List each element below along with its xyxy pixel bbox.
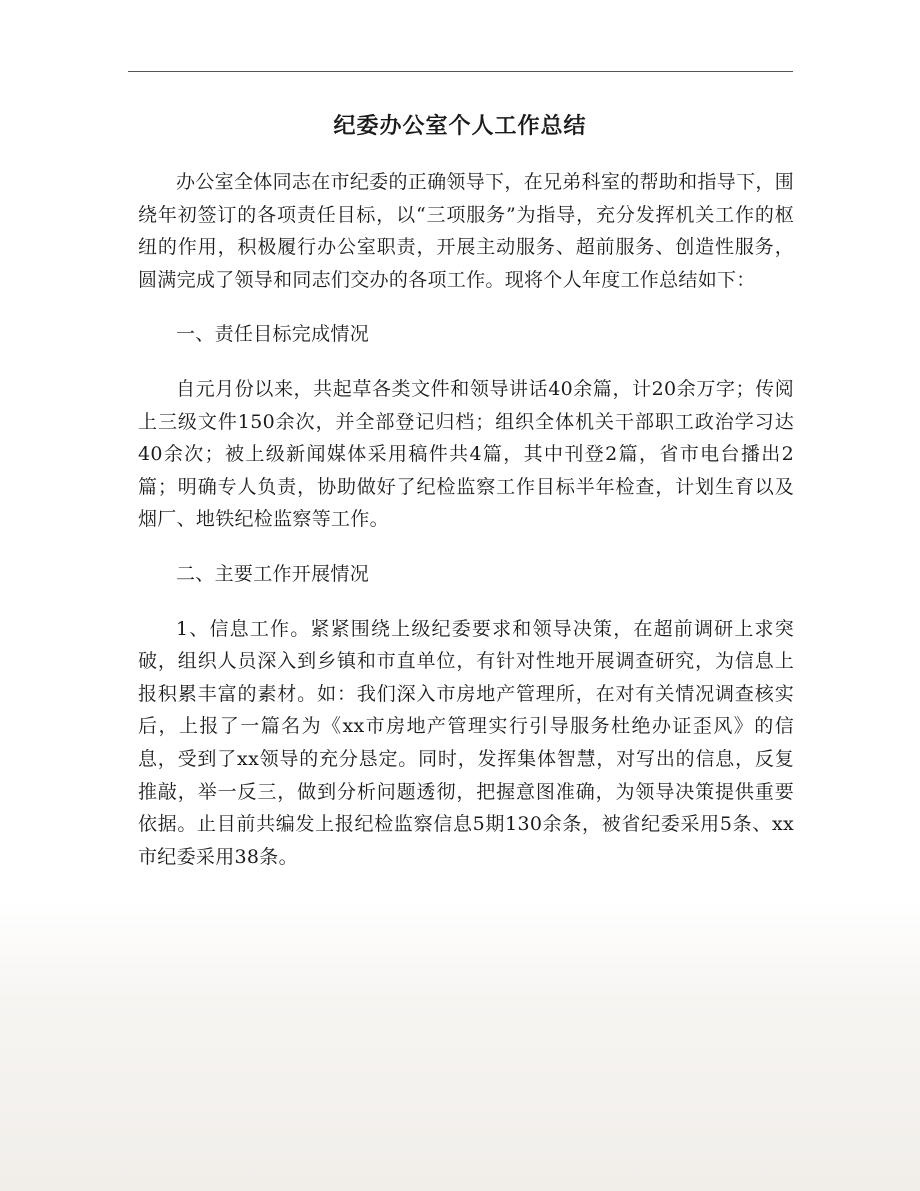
- intro-paragraph: 办公室全体同志在市纪委的正确领导下，在兄弟科室的帮助和指导下，围绕年初签订的各项责任目标，以“三项服务”为指导，充分发挥机关工作的枢纽的作用，积极履行办公室职责，开展主动服务、超前服务、创造性服务，圆满完成了领导和同志们交办的各项工作。现将个人年度工作总结如下：: [138, 171, 794, 291]
- document-title: 纪委办公室个人工作总结: [333, 113, 587, 139]
- section-heading-1: 一、责任目标完成情况: [176, 323, 370, 346]
- header-rule: [128, 71, 793, 72]
- item-1-paragraph: 1、信息工作。紧紧围绕上级纪委要求和领导决策，在超前调研上求突破，组织人员深入到乡镇和市直单位，有针对性地开展调查研究，为信息上报积累丰富的素材。如：我们深入市房地产管理所，在对有关情况调查核实后，上报了一篇名为《xx市房地产管理实行引导服务杜绝办证歪风》的信息，受到了xx领导的充分恳定。同时，发挥集体智慧，对写出的信息，反复推敲，举一反三，做到分析问题透彻，把握意图准确，为领导决策提供重要依据。止目前共编发上报纪检监察信息5期130余条，被省纪委采用5条、xx市纪委采用38条。: [138, 617, 794, 868]
- section-1-paragraph: 自元月份以来，共起草各类文件和领导讲话40余篇，计20余万字；传阅上三级文件150余次，并全部登记归档；组织全体机关干部职工政治学习达40余次；被上级新闻媒体采用稿件共4篇，其中刊登2篇，省市电台播出2篇；明确专人负责，协助做好了纪检监察工作目标半年检查，计划生育以及烟厂、地铁纪检监察等工作。: [138, 377, 794, 531]
- document-body: [138, 166, 794, 873]
- section-heading-2: 二、主要工作开展情况: [176, 562, 370, 585]
